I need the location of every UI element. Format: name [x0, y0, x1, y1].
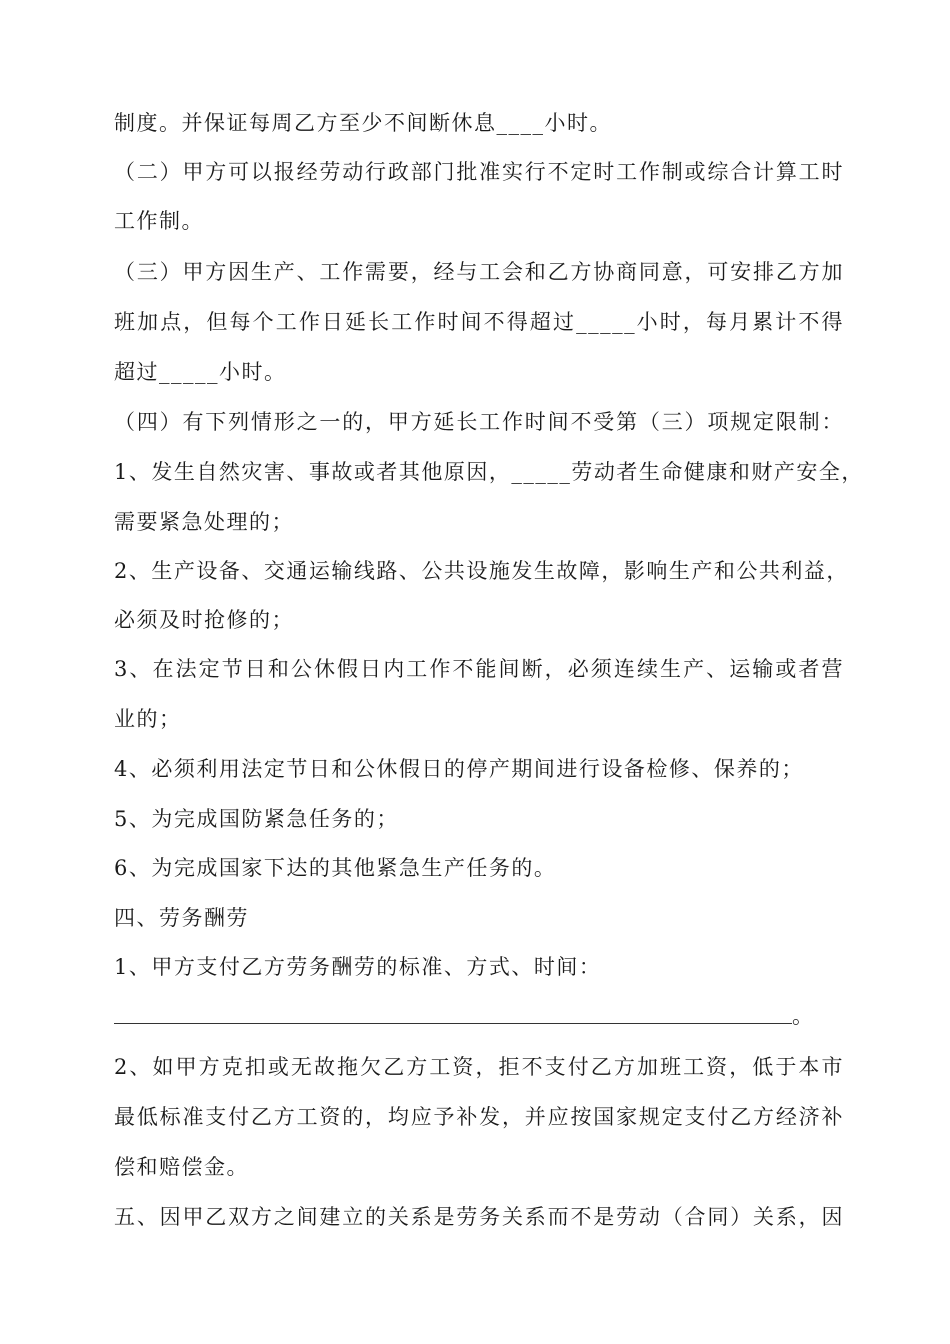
- text-line: 2、如甲方克扣或无故拖欠乙方工资，拒不支付乙方加班工资，低于本市: [114, 1055, 844, 1079]
- text-line: 偿和赔偿金。: [114, 1155, 249, 1179]
- text-line: 2、生产设备、交通运输线路、公共设施发生故障，影响生产和公共利益，: [114, 559, 849, 583]
- text-line: 1、甲方支付乙方劳务酬劳的标准、方式、时间：: [114, 955, 602, 979]
- text-line: 超过_____小时。: [114, 360, 287, 384]
- text-line: 五、因甲乙双方之间建立的关系是劳务关系而不是劳动（合同）关系，因: [114, 1205, 844, 1229]
- text-line: 1、发生自然灾害、事故或者其他原因，_____劳动者生命健康和财产安全，: [114, 460, 864, 484]
- text-line: 4、必须利用法定节日和公休假日的停产期间进行设备检修、保养的；: [114, 757, 804, 781]
- text-line: 业的；: [114, 707, 182, 731]
- text-line: 6、为完成国家下达的其他紧急生产任务的。: [114, 856, 557, 880]
- text-line: 需要紧急处理的；: [114, 510, 294, 534]
- text-line: 最低标准支付乙方工资的，均应予补发，并应按国家规定支付乙方经济补: [114, 1105, 844, 1129]
- text-line: 制度。并保证每周乙方至少不间断休息____小时。: [114, 111, 612, 135]
- blank-line-period: 。: [792, 1004, 813, 1028]
- text-line: 必须及时抢修的；: [114, 608, 294, 632]
- text-line: 5、为完成国防紧急任务的；: [114, 807, 399, 831]
- text-line: （二）甲方可以报经劳动行政部门批准实行不定时工作制或综合计算工时: [114, 160, 844, 184]
- text-line: （三）甲方因生产、工作需要，经与工会和乙方协商同意，可安排乙方加: [114, 260, 844, 284]
- text-line: 班加点，但每个工作日延长工作时间不得超过_____小时，每月累计不得: [114, 310, 844, 334]
- text-line: 工作制。: [114, 209, 204, 233]
- fill-in-blank-line: [114, 1023, 792, 1024]
- section-heading: 四、劳务酬劳: [114, 906, 249, 930]
- text-line: （四）有下列情形之一的，甲方延长工作时间不受第（三）项规定限制：: [114, 410, 844, 434]
- text-line: 3、在法定节日和公休假日内工作不能间断，必须连续生产、运输或者营: [114, 657, 844, 681]
